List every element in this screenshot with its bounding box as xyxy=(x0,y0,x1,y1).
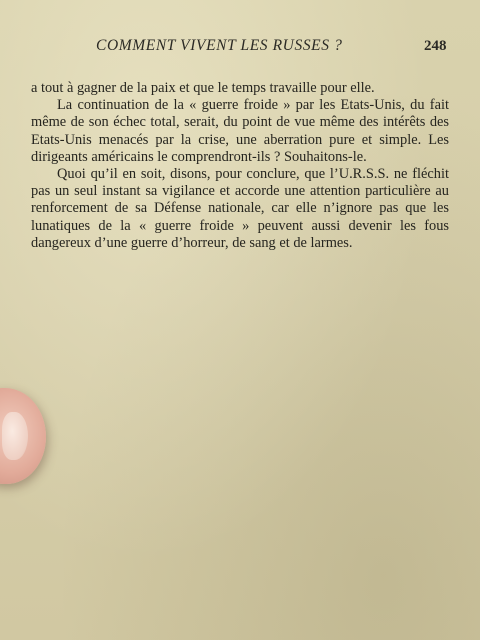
thumbnail xyxy=(2,412,28,460)
page-number: 248 xyxy=(424,38,447,54)
paragraph-continuation: a tout à gagner de la paix et que le temps travaille pour elle. xyxy=(31,80,375,96)
paragraph-guerre-froide: La continuation de la « guerre froide » par les Etats-Unis, du fait même de son échec total, serait, du point de vue même des intérêts des Etats-Unis menacés par la crise, une aberration pure et simple. Les dirigeants américains le comprendront-ils ? Souhaitons-le. xyxy=(31,97,449,165)
paragraph-conclusion: Quoi qu’il en soit, disons, pour conclure, que l’U.R.S.S. ne fléchit pas un seul instant sa vigilance et accorde une attention particulière au renforcement de sa Défense nationale, car elle n’ignore pas que les lunatiques de la « guerre froide » peuvent aussi devenir les fous dangereux d’une guerre d’horreur, de sang et de larmes. xyxy=(31,166,449,251)
body-text xyxy=(31,80,449,252)
running-title: COMMENT VIVENT LES RUSSES ? xyxy=(96,37,343,54)
page-header xyxy=(0,37,480,59)
